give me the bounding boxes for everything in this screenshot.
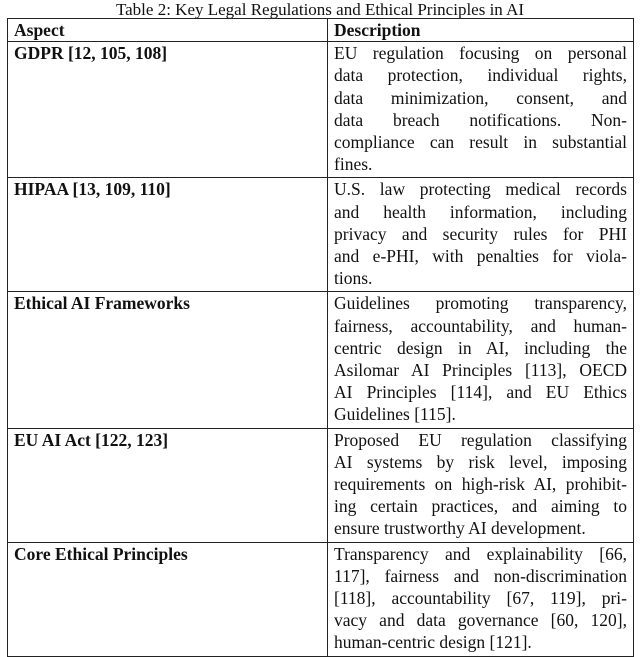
table-row: [8, 428, 634, 542]
table-row: [8, 292, 634, 428]
description-line: AI systems by risk level, imposing: [334, 451, 627, 472]
description-line: tions.: [334, 268, 373, 289]
description-line: and e-PHI, with penalties for viola-: [334, 246, 627, 267]
table-row: [8, 42, 634, 178]
aspect-cell: GDPR [12, 105, 108]: [8, 42, 328, 178]
description-line: ensure trustworthy AI development.: [334, 518, 586, 539]
description-line: requirements on high-risk AI, prohibit-: [334, 474, 627, 495]
description-line: [118], accountability [67, 119], pri-: [334, 588, 627, 609]
description-cell: [328, 292, 634, 428]
description-line: Transparency and explainability [66,: [334, 543, 627, 564]
description-line: Proposed EU regulation classifying: [334, 429, 627, 450]
description-line: EU regulation focusing on personal: [334, 43, 627, 64]
description-line: Guidelines [115].: [334, 404, 456, 425]
description-line: vacy and data governance [60, 120],: [334, 610, 627, 631]
description-line: data breach notifications. Non-: [334, 109, 627, 130]
aspect-cell: HIPAA [13, 109, 110]: [8, 178, 328, 292]
description-line: privacy and security rules for PHI: [334, 223, 627, 244]
description-line: fairness, accountability, and human-: [334, 315, 627, 336]
table-row: [8, 542, 634, 656]
description-line: Guidelines promoting transparency,: [334, 293, 627, 314]
description-line: AI Principles [114], and EU Ethics: [334, 382, 627, 403]
description-line: ing certain practices, and aiming to: [334, 496, 627, 517]
header-aspect: Aspect: [8, 19, 328, 42]
description-line: fines.: [334, 154, 373, 175]
description-line: human-centric design [121].: [334, 632, 532, 653]
description-line: 117], fairness and non-discrimination: [334, 565, 627, 586]
aspect-cell: EU AI Act [122, 123]: [8, 428, 328, 542]
aspect-cell: Ethical AI Frameworks: [8, 292, 328, 428]
regulations-table: [7, 18, 634, 657]
description-line: U.S. law protecting medical records: [334, 179, 627, 200]
description-cell: [328, 428, 634, 542]
header-description: Description: [328, 19, 634, 42]
description-cell: [328, 542, 634, 656]
description-line: compliance can result in substantial: [334, 132, 627, 153]
description-line: centric design in AI, including the: [334, 337, 627, 358]
table-caption: Table 2: Key Legal Regulations and Ethical Principles in AI: [115, 0, 525, 19]
table-header-row: [8, 19, 634, 42]
description-line: Asilomar AI Principles [113], OECD: [334, 360, 627, 381]
description-cell: [328, 178, 634, 292]
description-line: and health information, including: [334, 201, 627, 222]
table-row: [8, 178, 634, 292]
description-cell: [328, 42, 634, 178]
description-line: data protection, individual rights,: [334, 65, 627, 86]
aspect-cell: Core Ethical Principles: [8, 542, 328, 656]
description-line: data minimization, consent, and: [334, 87, 627, 108]
